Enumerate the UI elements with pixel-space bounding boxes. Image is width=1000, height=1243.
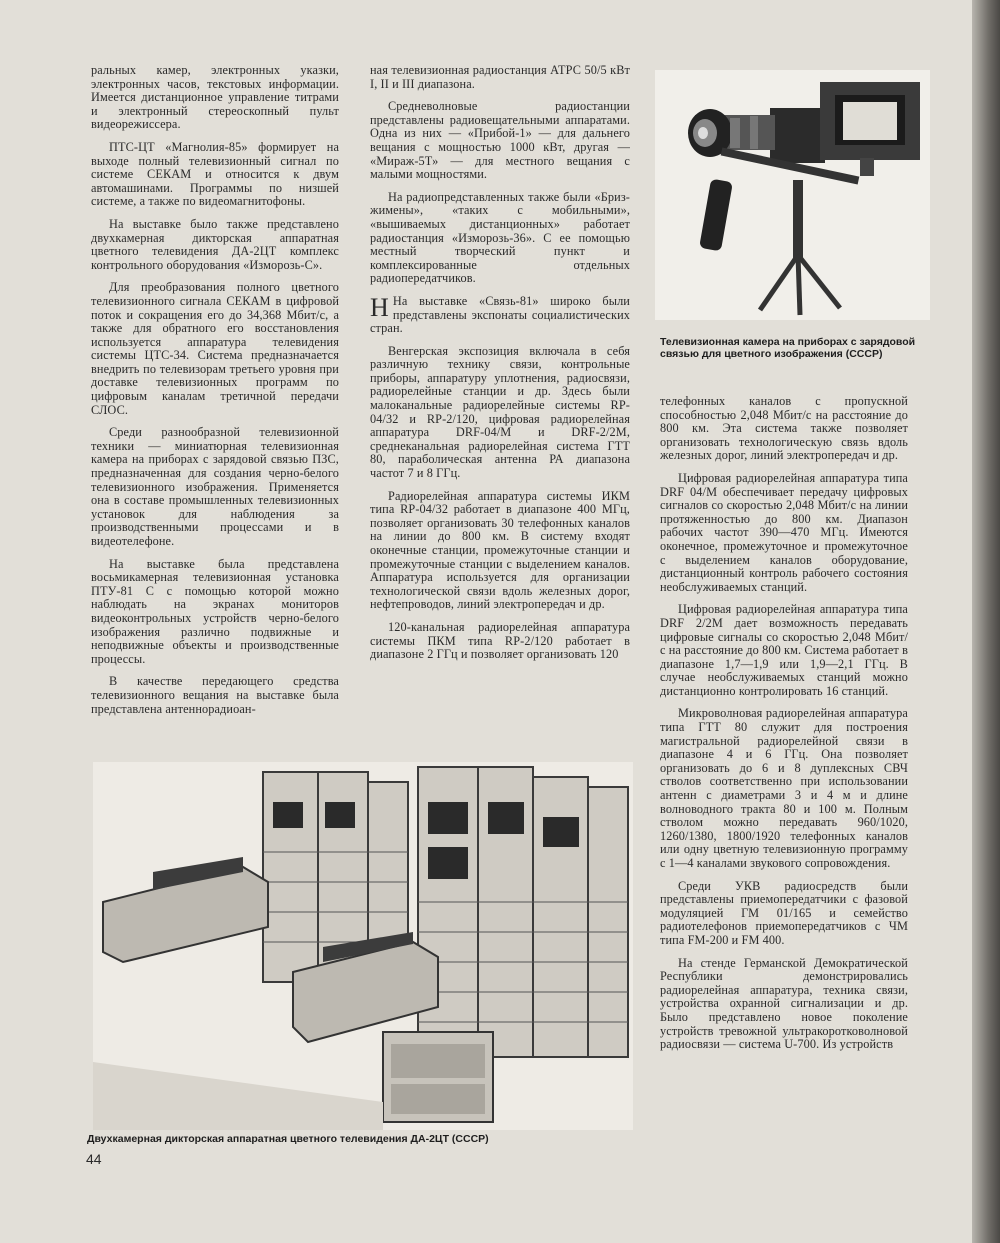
paragraph: Для преобразования полного цветного телевизионного сигнала СЕКАМ в цифровой поток и сокращения его до 34,368 Мбит/с, а также для обратного его восстановления используется аппаратура телевидения системы ЦТС-34. Система предназначается внедрить по телевизорам третьего уровня при доставке телевизионных программ по цифровым каналам третичной передачи СЛОС. [91, 280, 339, 417]
text-column-3 [660, 395, 908, 1061]
text-column-2 [370, 64, 630, 671]
section-lead-text: На выставке «Связь-81» широко были представлены экспонаты социалистических стран. [370, 293, 630, 336]
tv-camera-photo [655, 70, 930, 320]
paragraph: На радиопредставленных также были «Бриз-жимены», «таких с мобильными», «вышиваемых дистанционных» работает радиостанция «Изморозь-36». С ее помощью местный творческий пункт и комплексированные отдельных радиопередатчиков. [370, 189, 630, 286]
control-room-illustration [93, 762, 633, 1130]
paragraph: ная телевизионная радиостанция АТРС 50/5 кВт I, II и III диапазона. [370, 63, 630, 91]
paragraph: Средневолновые радиостанции представлены радиовещательными аппаратами. Одна из них — «Прибой-1» — для дальнего вещания с мощностью 1000 кВт, другая — «Мираж-5Т» — для местного вещания с малыми мощностями. [370, 99, 630, 182]
camera-illustration [655, 70, 930, 320]
book-spine-shadow [972, 0, 1000, 1243]
paragraph: На выставке было также представлено двухкамерная дикторская аппаратная цветного телевидения ДА-2ЦТ комплекс контрольного оборудования «Изморозь-С». [91, 216, 339, 272]
page-number: 44 [86, 1151, 102, 1167]
paragraph: Среди разнообразной телевизионной техники — миниатюрная телевизионная камера на приборах с зарядовой связью ПЗС, предназначенная для создания черно-белого телевизионного изображения. Применяется она в составе промышленных телевизионных установок для наблюдения за производственными процессами и в видеотелефоне. [91, 425, 339, 548]
paragraph: Микроволновая радиорелейная аппаратура типа ГТТ 80 служит для построения магистральной радиорелейной связи в диапазоне 4 и 6 ГГц. Она позволяет организовать до 6 и 8 дуплексных СВЧ стволов соответственно при использовании антенн с диаметрами 3 и 4 м и длине волноводного тракта 80 и 100 м. Полным стволом можно передавать 960/1020, 1260/1380, 1800/1920 телефонных каналов или одну цветную телевизионную программу с 1—4 каналами звукового сопровождения. [660, 706, 908, 870]
paragraph: На выставке была представлена восьмикамерная телевизионная установка ПТУ-81 С с помощью которой можно наблюдать на экранах мониторов видеоконтрольных устройств черно-белого изображения различно подвижные и неподвижные объекты и производственные процессы. [91, 556, 339, 666]
paragraph: ПТС-ЦТ «Магнолия-85» формирует на выходе полный телевизионный сигнал по системе СЕКАМ и относится к двум автомашинами. Программы по низшей системе, а также по видеомагнитофоны. [91, 139, 339, 209]
drop-cap: Н [370, 292, 389, 322]
paragraph: Радиорелейная аппаратура системы ИКМ типа RP-04/32 работает в диапазоне 400 МГц, позволяет организовать 30 телефонных каналов на линии до 800 км. В систему входят оконечные станции, промежуточные станции и промежуточные станции с выделением каналов. Аппаратура используется для организации технологической связи вдоль железных дорог, нефтепроводов, линий электропередач и др. [370, 488, 630, 612]
camera-caption: Телевизионная камера на приборах с зарядовой связью для цветного изображения (СССР) [660, 336, 916, 360]
paragraph: ральных камер, электронных указки, электронных часов, текстовых информации. Имеется дистанционное управление титрами и электронный стереоскопный пульт видеорежиссера. [91, 63, 339, 132]
paragraph: телефонных каналов с пропускной способностью 2,048 Мбит/с на расстояние до 800 км. Эта система также позволяет организовать технологическую связь вдоль железных дорог, линий электропередач и др. [660, 394, 908, 463]
text-column-1 [91, 64, 339, 725]
section-lead-paragraph [370, 292, 630, 336]
paragraph: 120-канальная радиорелейная аппаратура системы ПКМ типа RP-2/120 работает в диапазоне 2 ГГц и позволяет организовать 120 [370, 619, 630, 662]
control-room-photo [93, 762, 633, 1130]
control-room-caption: Двухкамерная дикторская аппаратная цветного телевидения ДА-2ЦТ (СССР) [87, 1133, 489, 1145]
paragraph: Цифровая радиорелейная аппаратура типа DRF 2/2M дает возможность передавать цифровые сигналы со скоростью 2,048 Мбит/с на расстояние до 800 км. Система работает в диапазоне 1,7—1,9 или 1,9—2,1 ГГц. В случае необслуживаемых станций можно дистанционно контролировать 16 станций. [660, 602, 908, 698]
paragraph: Среди УКВ радиосредств были представлены приемопередатчики с фазовой модуляцией ГМ 01/165 и семейство радиотелефонов приемопередатчиков с ЧМ типа FM-200 и FM 400. [660, 878, 908, 947]
paragraph: На стенде Германской Демократической Республики демонстрировались радиорелейная аппаратура, техника связи, устройства охранной сигнализации и др. Было представлено новое поколение устройств тревожной ультракоротковолновой радиосвязи — система U-700. Из устройств [660, 955, 908, 1052]
paragraph: В качестве передающего средства телевизионного вещания на выставке была представлена антеннорадиоан- [91, 674, 339, 716]
paragraph: Цифровая радиорелейная аппаратура типа DRF 04/M обеспечивает передачу цифровых сигналов со скоростью 2,048 Мбит/с на линии протяженностью до 800 км. Диапазон рабочих частот 390—470 МГц. Имеются оконечное, промежуточное и промежуточное с выделением каналов оборудование, дистанционный контроль рабочего состояния необслуживаемых станций. [660, 470, 908, 594]
paragraph: Венгерская экспозиция включала в себя различную технику связи, контрольные приборы, аппаратуру уплотнения, радиосвязи, радиорелейные станции и др. Здесь были малоканальные радиорелейные системы RP-04/32 и RP-2/120, цифровая радиорелейная аппаратура DRF-04/M и DRF-2/2M, среднеканальная радиорелейная система ГТТ 80, параболическая антенна РА диапазона частот 7 и 8 ГГц. [370, 343, 630, 481]
